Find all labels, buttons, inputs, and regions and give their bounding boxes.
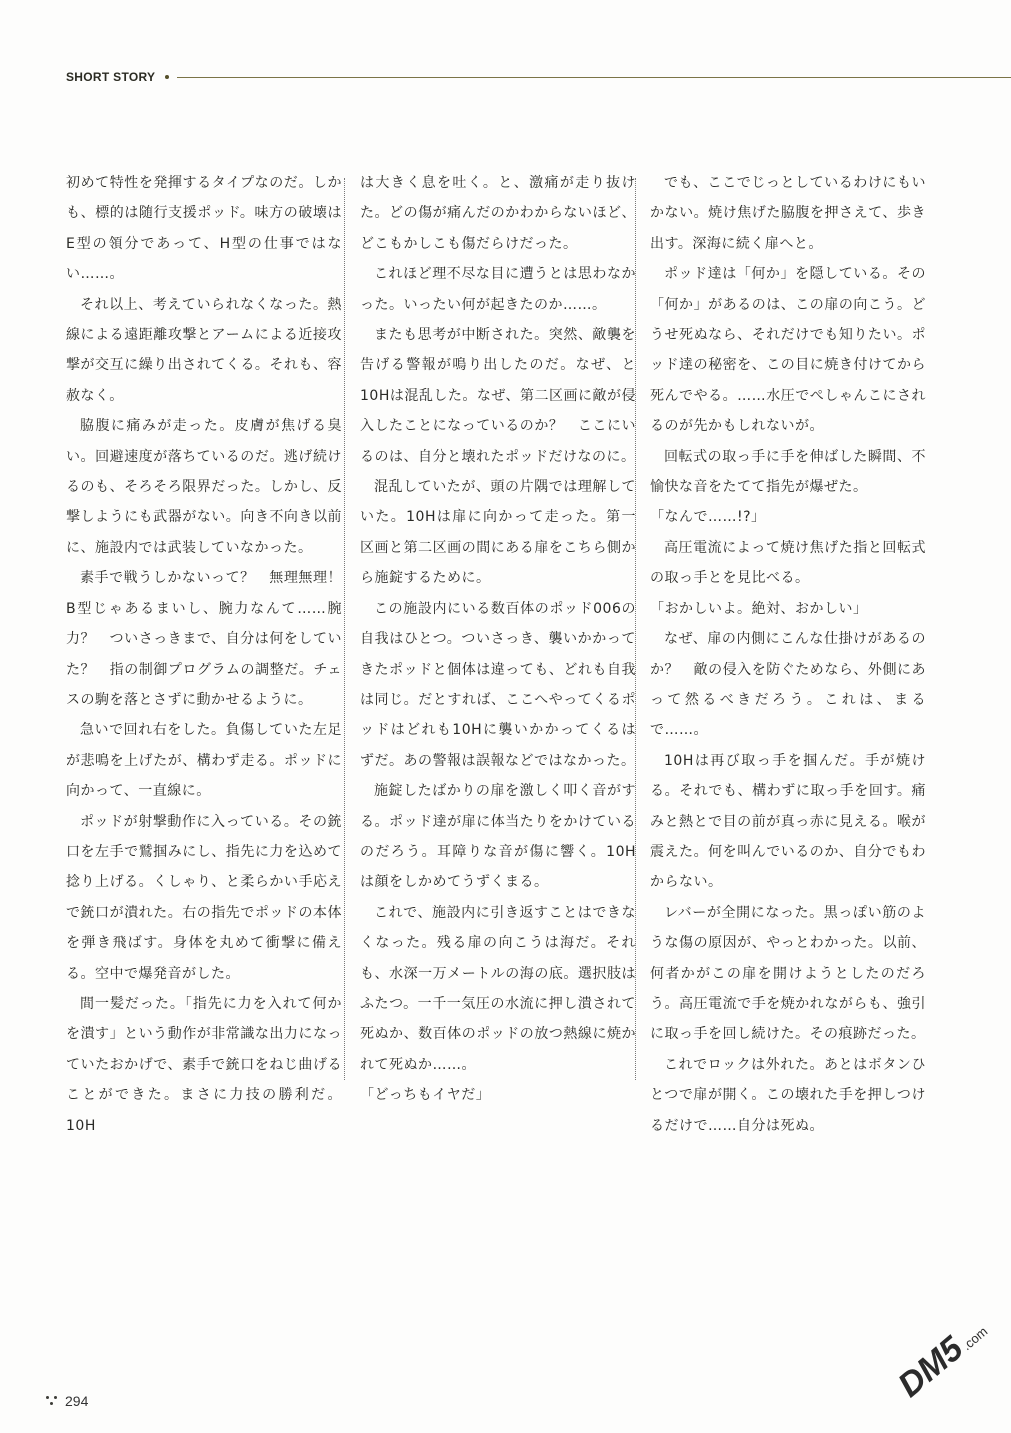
section-header [66, 68, 1011, 86]
paragraph: これで、施設内に引き返すことはできなくなった。残る扉の向こうは海だ。それも、水深一万メートルの海の底。選択肢はふたつ。一千一気圧の水流に押し潰されて死ぬか、数百体のポッドの放つ熱線に焼かれて死ぬか……。 [360, 904, 636, 1073]
watermark-logo [880, 1290, 1000, 1410]
paragraph: は大きく息を吐く。と、激痛が走り抜けた。どの傷が痛んだのかわからないほど、どこもかしこも傷だらけだった。 [360, 175, 636, 252]
paragraph: 初めて特性を発揮するタイプなのだ。しかも、標的は随行支援ポッド。味方の破壊はE型の領分であって、H型の仕事ではない……。 [66, 175, 342, 283]
column-divider [635, 178, 636, 1080]
paragraph: 施錠したばかりの扉を激しく叩く音がする。ポッド達が扉に体当たりをかけているのだろう。耳障りな音が傷に響く。10Hは顔をしかめてうずくまる。 [360, 783, 636, 891]
paragraph: 10Hは再び取っ手を掴んだ。手が焼ける。それでも、構わずに取っ手を回す。痛みと熱とで目の前が真っ赤に見える。喉が震えた。何を叫んでいるのか、自分でもわからない。 [650, 752, 926, 891]
paragraph: ポッド達は「何か」を隠している。その「何か」があるのは、この扉の向こう。どうせ死ぬなら、それだけでも知りたい。ポッド達の秘密を、この目に焼き付けてから死んでやる。……水圧でぺしゃんこにされるのが先かもしれないが。 [650, 266, 926, 435]
three-dots-icon [46, 1396, 58, 1406]
paragraph: 間一髪だった。「指先に力を入れて何かを潰す」という動作が非常識な出力になっていたおかげで、素手で銃口をねじ曲げることができた。まさに力技の勝利だ。10H [66, 995, 342, 1134]
text-column-2 [360, 168, 636, 1111]
text-column-1 [66, 168, 357, 1141]
paragraph: 急いで回れ右をした。負傷していた左足が悲鳴を上げたが、構わず走る。ポッドに向かって、一直線に。 [66, 722, 342, 800]
paragraph: でも、ここでじっとしているわけにもいかない。焼け焦げた脇腹を押さえて、歩き出す。深海に続く扉へと。 [650, 175, 926, 252]
paragraph: なぜ、扉の内側にこんな仕掛けがあるのか？ 敵の侵入を防ぐためなら、外側にあって然るべきだろう。これは、まるで……。 [650, 631, 926, 739]
page-number: 294 [65, 1393, 89, 1409]
text-column-3 [650, 168, 926, 1141]
dialogue-line: 「おかしいよ。絶対、おかしい」 [650, 600, 868, 617]
watermark-brand: DM5 [890, 1329, 971, 1405]
watermark-suffix: .com [959, 1323, 991, 1354]
paragraph: 混乱していたが、頭の片隅では理解していた。10Hは扉に向かって走った。第一区画と第二区画の間にある扉をこちら側から施錠するために。 [360, 479, 636, 587]
bullet-icon [165, 75, 169, 79]
paragraph: これでロックは外れた。あとはボタンひとつで扉が開く。この壊れた手を押しつけるだけで……自分は死ぬ。 [650, 1056, 926, 1134]
paragraph: またも思考が中断された。突然、敵襲を告げる警報が鳴り出したのだ。なぜ、と10Hは混乱した。なぜ、第二区画に敵が侵入したことになっているのか？ ここにいるのは、自分と壊れたポッドだけなのに。 [360, 327, 636, 465]
paragraph: 脇腹に痛みが走った。皮膚が焦げる臭い。回避速度が落ちているのだ。逃げ続けるのも、そろそろ限界だった。しかし、反撃しようにも武器がない。向き不向き以前に、施設内では武装していなかった。 [66, 418, 342, 556]
paragraph: 高圧電流によって焼け焦げた指と回転式の取っ手とを見比べる。 [650, 539, 926, 587]
paragraph: これほど理不尽な目に遭うとは思わなかった。いったい何が起きたのか……。 [360, 266, 636, 313]
paragraph: ポッドが射撃動作に入っている。その銃口を左手で鷲掴みにし、指先に力を込めて捻り上げる。くしゃり、と柔らかい手応えで銃口が潰れた。右の指先でポッドの本体を弾き飛ばす。身体を丸めて衝撃に備える。空中で爆発音がした。 [66, 813, 342, 982]
header-rule [177, 77, 1011, 78]
dialogue-line: 「なんで……!?」 [650, 509, 766, 526]
paragraph: レバーが全開になった。黒っぽい筋のような傷の原因が、やっとわかった。以前、何者かがこの扉を開けようとしたのだろう。高圧電流で手を焼かれながらも、強引に取っ手を回し続けた。その痕跡だった。 [650, 904, 926, 1043]
column-divider [344, 178, 345, 1080]
dialogue-line: 「どっちもイヤだ」 [360, 1087, 491, 1104]
paragraph: 素手で戦うしかないって？ 無理無理！ B型じゃあるまいし、腕力なんて……腕力？ ついさっきまで、自分は何をしていた？ 指の制御プログラムの調整だ。チェスの駒を落とさずに動かせるように。 [66, 570, 357, 708]
page-footer [46, 1393, 88, 1409]
paragraph: それ以上、考えていられなくなった。熱線による遠距離攻撃とアームによる近接攻撃が交互に繰り出されてくる。それも、容赦なく。 [66, 296, 342, 404]
section-label: SHORT STORY [66, 70, 156, 84]
paragraph: この施設内にいる数百体のポッド006の自我はひとつ。ついさっき、襲いかかってきたポッドと個体は違っても、どれも自我は同じ。だとすれば、ここへやってくるポッドはどれも10Hに襲いかかってくるはずだ。あの警報は誤報などではなかった。 [360, 600, 636, 769]
paragraph: 回転式の取っ手に手を伸ばした瞬間、不愉快な音をたてて指先が爆ぜた。 [650, 448, 926, 496]
